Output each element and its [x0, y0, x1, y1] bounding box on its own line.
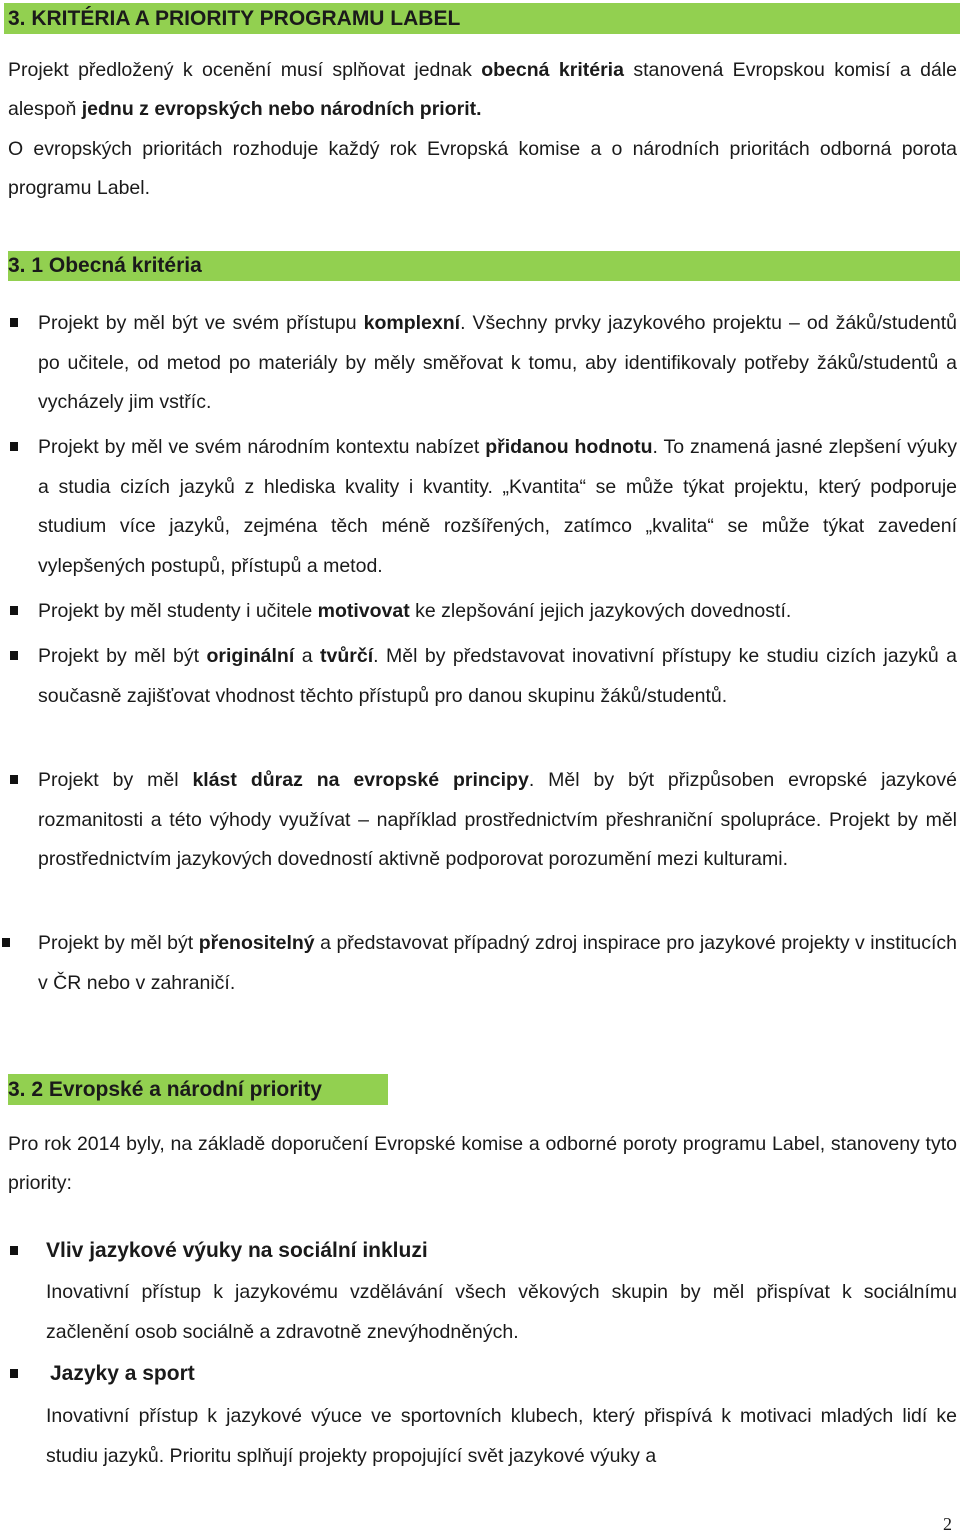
text-run: ke zlepšování jejich jazykových dovedností.	[409, 600, 792, 622]
text-run: Projekt předložený k ocenění musí splňovat jednak	[8, 59, 482, 81]
bullet-square-icon	[10, 651, 18, 660]
criteria-item-2	[38, 428, 957, 586]
subheading-3-2: 3. 2 Evropské a národní priority	[8, 1078, 322, 1101]
bullet-square-icon	[10, 442, 18, 451]
text-run: . Všechny prvky jazykového projektu – od žáků/studentů po učitele, od metod po materiály by měly směřovat k tomu, aby identifikovaly potřeby žáků/studentů a vycházely jim vstříc.	[38, 312, 957, 413]
criteria-item-4	[38, 637, 957, 716]
subheading-3-1: 3. 1 Obecná kritéria	[8, 254, 202, 277]
text-run: . Měl by představovat inovativní přístupy ke studiu cizích jazyků a současně zajišťovat vhodnost těchto přístupů pro danou skupinu žáků/studentů.	[38, 645, 958, 707]
bullet-square-icon	[10, 1369, 18, 1378]
bold-run: tvůrčí	[320, 645, 374, 667]
text-run: stanovená Evropskou komisí a dále alespoň	[8, 59, 957, 121]
text-run: Projekt by měl studenty i učitele	[38, 600, 318, 622]
bullet-square-icon	[10, 606, 18, 615]
text-run: Projekt by měl ve svém národním kontextu nabízet	[38, 436, 486, 458]
bold-run: motivovat	[317, 600, 410, 622]
section-heading-bar	[4, 3, 960, 34]
priority-heading-1: Vliv jazykové výuky na sociální inkluzi	[46, 1239, 428, 1262]
text-run: . Měl by být přizpůsoben evropské jazykové rozmanitosti a této výhody využívat – například prostřednictvím přeshraniční spolupráce. Projekt by měl prostřednictvím jazykových dovedností aktivně podporovat porozumění mezi kulturami.	[38, 769, 957, 870]
bold-run: klást důraz na evropské principy	[192, 769, 529, 791]
intro-paragraph-2	[8, 130, 957, 209]
priority-text-1: Inovativní přístup k jazykovému vzdělávání všech věkových skupin by měl přispívat k sociálnímu začlenění osob sociálně a zdravotně znevýhodněných.	[46, 1281, 957, 1343]
bold-run: obecná kritéria	[481, 59, 624, 81]
text-run: Projekt by měl být ve svém přístupu	[38, 312, 364, 334]
bold-run: přidanou hodnotu	[485, 436, 653, 458]
text-run: O evropských prioritách rozhoduje každý rok Evropská komise a o národních prioritách odborná porota programu Label.	[8, 138, 957, 200]
intro-paragraph-1	[8, 51, 957, 130]
page-title: 3. KRITÉRIA A PRIORITY PROGRAMU LABEL	[8, 7, 461, 30]
bold-run: originální	[206, 645, 295, 667]
subheading-bar-3-2	[8, 1074, 388, 1105]
text-run: a	[294, 645, 321, 667]
criteria-item-6	[38, 924, 957, 1003]
text-run: Projekt by měl	[38, 769, 193, 791]
text-run: Pro rok 2014 byly, na základě doporučení Evropské komise a odborné poroty programu Label, stanoveny tyto priority:	[8, 1133, 957, 1195]
text-run: Projekt by měl být	[38, 645, 207, 667]
bullet-square-icon	[2, 938, 10, 947]
text-run: . To znamená jasné zlepšení výuky a studia cizích jazyků z hlediska kvality i kvantity. „Kvantita“ se může týkat projektu, který podporuje studium více jazyků, zejména těch méně rozšířených, zatímco „kvalita“ se může týkat zavedení vylepšených postupů, přístupů a metod.	[38, 436, 957, 577]
bold-run: komplexní	[363, 312, 461, 334]
subheading-bar-3-1	[8, 251, 960, 281]
text-run: a představovat případný zdroj inspirace pro jazykové projekty v institucích v ČR nebo v zahraničí.	[38, 932, 957, 994]
bold-run: přenositelný	[198, 932, 315, 954]
criteria-item-1	[38, 304, 957, 423]
criteria-item-5	[38, 761, 957, 880]
criteria-item-3	[38, 592, 957, 632]
text-run: Projekt by měl být	[38, 932, 199, 954]
bold-run: jednu z evropských nebo národních priorit.	[81, 98, 482, 121]
bullet-square-icon	[10, 318, 18, 327]
priorities-intro	[8, 1125, 957, 1204]
page-number: 2	[943, 1514, 952, 1534]
bullet-square-icon	[10, 1246, 18, 1255]
bullet-square-icon	[10, 775, 18, 784]
priority-heading-2: Jazyky a sport	[50, 1362, 195, 1385]
priority-text-2: Inovativní přístup k jazykové výuce ve sportovních klubech, který přispívá k motivaci mladých lidí ke studiu jazyků. Prioritu splňují projekty propojující svět jazykové výuky a	[46, 1405, 957, 1467]
